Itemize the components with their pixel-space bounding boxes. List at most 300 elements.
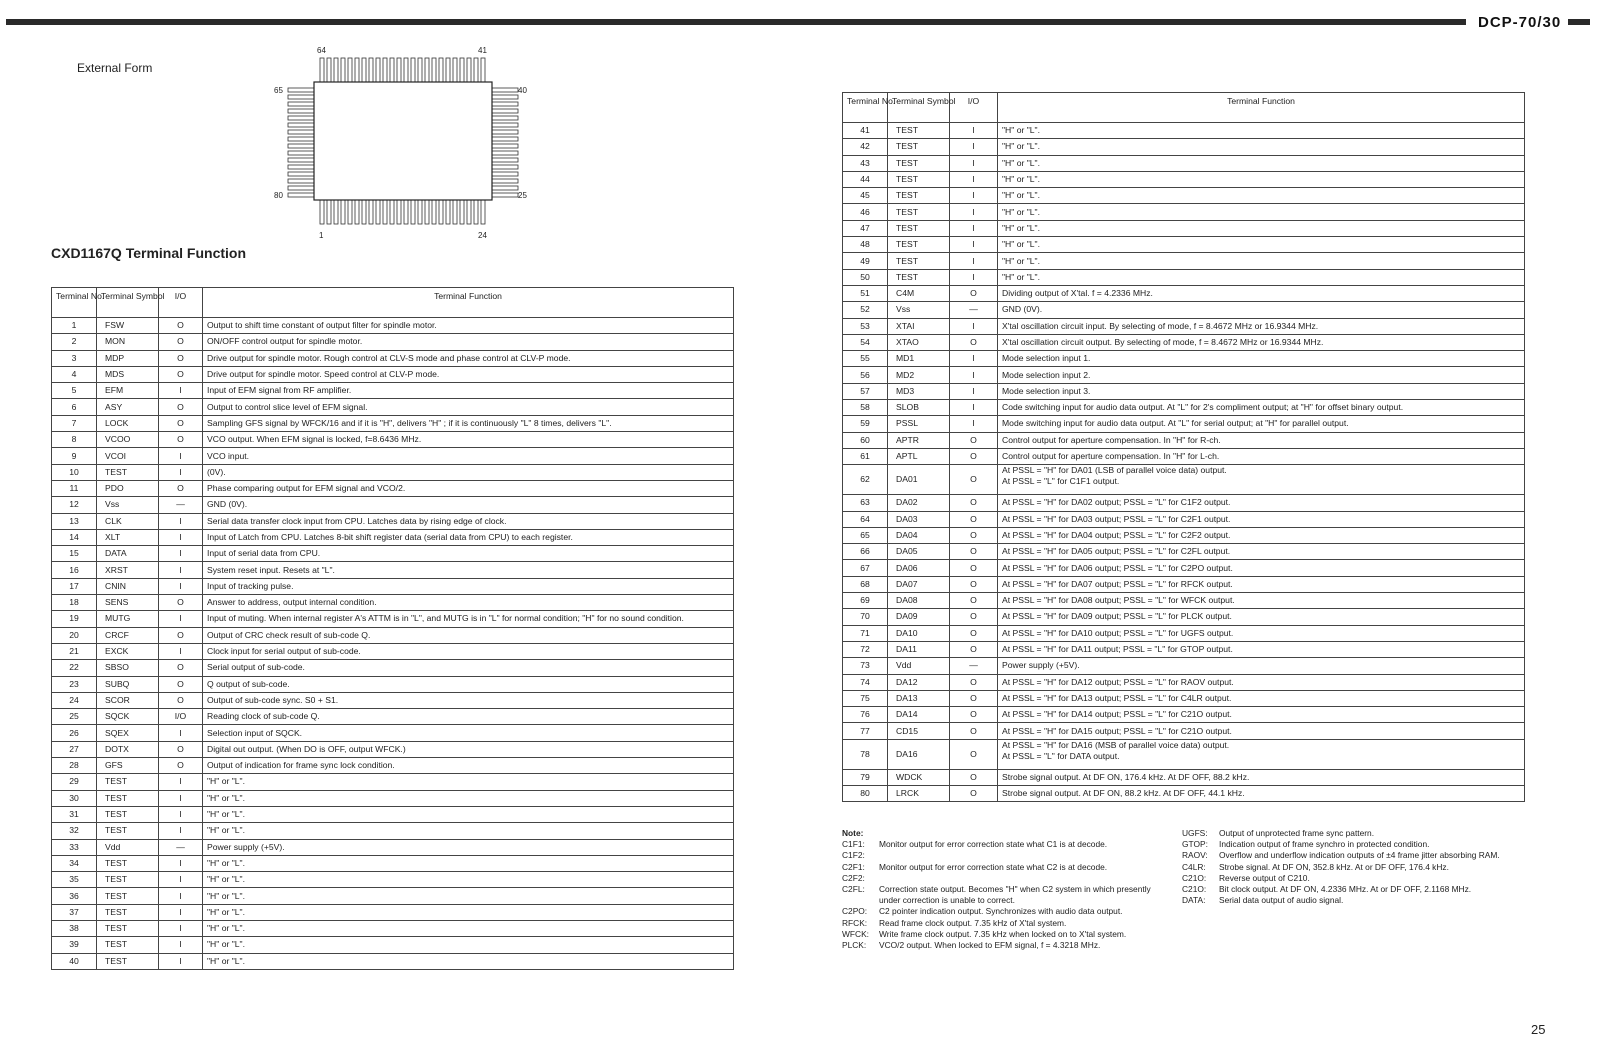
- terminal-function: At PSSL = "H" for DA01 (LSB of parallel voice data) output. At PSSL = "L" for C1F1 output.: [998, 465, 1525, 495]
- chip-pin: [288, 158, 314, 162]
- terminal-symbol: MDP: [97, 350, 159, 366]
- table-row: [52, 806, 734, 822]
- note-item: [1182, 895, 1512, 906]
- table-row: [52, 480, 734, 496]
- terminal-no: 18: [52, 595, 97, 611]
- terminal-function: Output to control slice level of EFM signal.: [203, 399, 734, 415]
- chip-pin: [288, 165, 314, 169]
- terminal-no: 69: [843, 593, 888, 609]
- terminal-symbol: VCOI: [97, 448, 159, 464]
- terminal-no: 4: [52, 366, 97, 382]
- table-row: [52, 366, 734, 382]
- terminal-no: 16: [52, 562, 97, 578]
- terminal-io: O: [159, 432, 203, 448]
- terminal-no: 26: [52, 725, 97, 741]
- terminal-io: I: [159, 872, 203, 888]
- chip-pin: [348, 58, 352, 82]
- header-terminal-symbol: Terminal Symbol: [888, 93, 950, 123]
- terminal-function: "H" or "L".: [998, 139, 1525, 155]
- table-row: [52, 415, 734, 431]
- terminal-no: 33: [52, 839, 97, 855]
- note-key: PLCK:: [842, 940, 867, 951]
- terminal-no: 13: [52, 513, 97, 529]
- terminal-no: 44: [843, 171, 888, 187]
- chip-pin: [362, 200, 366, 224]
- note-item: [842, 884, 1172, 906]
- terminal-no: 21: [52, 643, 97, 659]
- chip-pin: [397, 200, 401, 224]
- terminal-function: "H" or "L".: [203, 823, 734, 839]
- terminal-function: At PSSL = "H" for DA15 output; PSSL = "L" for C21O output.: [998, 723, 1525, 739]
- table-row: [52, 497, 734, 513]
- terminal-symbol: TEST: [888, 253, 950, 269]
- terminal-symbol: TEST: [97, 774, 159, 790]
- table-row: [843, 576, 1525, 592]
- terminal-symbol: MUTG: [97, 611, 159, 627]
- chip-pin: [492, 158, 518, 162]
- terminal-no: 45: [843, 188, 888, 204]
- terminal-io: I: [159, 904, 203, 920]
- terminal-symbol: TEST: [888, 204, 950, 220]
- terminal-symbol: MD3: [888, 383, 950, 399]
- terminal-no: 48: [843, 237, 888, 253]
- terminal-function: Power supply (+5V).: [203, 839, 734, 855]
- terminal-symbol: TEST: [97, 872, 159, 888]
- terminal-symbol: XLT: [97, 529, 159, 545]
- terminal-io: O: [950, 560, 998, 576]
- chip-pin: [492, 165, 518, 169]
- terminal-function: At PSSL = "H" for DA06 output; PSSL = "L" for C2PO output.: [998, 560, 1525, 576]
- terminal-no: 68: [843, 576, 888, 592]
- terminal-io: I: [950, 188, 998, 204]
- terminal-io: O: [950, 495, 998, 511]
- table-row: [843, 465, 1525, 495]
- table-row: [52, 888, 734, 904]
- terminal-no: 74: [843, 674, 888, 690]
- terminal-function: At PSSL = "H" for DA03 output; PSSL = "L" for C2F1 output.: [998, 511, 1525, 527]
- chip-pin: [383, 58, 387, 82]
- table-row: [843, 318, 1525, 334]
- terminal-no: 1: [52, 318, 97, 334]
- table-row: [843, 511, 1525, 527]
- terminal-symbol: WDCK: [888, 769, 950, 785]
- terminal-symbol: TEST: [97, 920, 159, 936]
- header-rule: [6, 19, 1466, 25]
- terminal-no: 32: [52, 823, 97, 839]
- terminal-io: O: [159, 758, 203, 774]
- chip-pin: [492, 102, 518, 106]
- chip-pin: [369, 58, 373, 82]
- terminal-io: O: [159, 366, 203, 382]
- terminal-function: System reset input. Resets at "L".: [203, 562, 734, 578]
- terminal-io: O: [159, 399, 203, 415]
- chip-pin: [492, 151, 518, 155]
- table-row: [52, 595, 734, 611]
- terminal-io: O: [159, 692, 203, 708]
- qfp-chip-drawing: [276, 46, 546, 246]
- terminal-symbol: SENS: [97, 595, 159, 611]
- terminal-function: At PSSL = "H" for DA02 output; PSSL = "L" for C1F2 output.: [998, 495, 1525, 511]
- terminal-function: "H" or "L".: [998, 155, 1525, 171]
- terminal-io: O: [950, 609, 998, 625]
- terminal-no: 60: [843, 432, 888, 448]
- table-row: [843, 707, 1525, 723]
- terminal-function: "H" or "L".: [203, 888, 734, 904]
- terminal-function: Output of sub-code sync. S0 + S1.: [203, 692, 734, 708]
- terminal-no: 9: [52, 448, 97, 464]
- terminal-symbol: DA05: [888, 544, 950, 560]
- terminal-io: I: [159, 562, 203, 578]
- table-row: [843, 448, 1525, 464]
- terminal-no: 49: [843, 253, 888, 269]
- terminal-table-right: [842, 92, 1525, 802]
- terminal-no: 11: [52, 480, 97, 496]
- terminal-no: 66: [843, 544, 888, 560]
- note-key: C21O:: [1182, 872, 1207, 883]
- table-row: [843, 416, 1525, 432]
- table-row: [843, 302, 1525, 318]
- chip-pin: [390, 58, 394, 82]
- terminal-symbol: DA08: [888, 593, 950, 609]
- table-row: [52, 350, 734, 366]
- terminal-function: "H" or "L".: [203, 953, 734, 969]
- terminal-no: 59: [843, 416, 888, 432]
- terminal-io: O: [950, 544, 998, 560]
- terminal-io: O: [159, 660, 203, 676]
- table-row: [52, 611, 734, 627]
- chip-pin: [397, 58, 401, 82]
- note-item: [842, 839, 1172, 850]
- terminal-function: At PSSL = "H" for DA09 output; PSSL = "L" for PLCK output.: [998, 609, 1525, 625]
- model-title: DCP-70/30: [1478, 14, 1562, 31]
- terminal-function: Q output of sub-code.: [203, 676, 734, 692]
- chip-pin: [288, 123, 314, 127]
- note-item: [842, 873, 1172, 884]
- terminal-no: 53: [843, 318, 888, 334]
- chip-pin: [288, 137, 314, 141]
- table-row: [52, 448, 734, 464]
- terminal-function: Mode selection input 2.: [998, 367, 1525, 383]
- terminal-io: O: [950, 625, 998, 641]
- terminal-io: O: [950, 465, 998, 495]
- pin-label: 41: [478, 46, 487, 55]
- terminal-symbol: CD15: [888, 723, 950, 739]
- terminal-no: 22: [52, 660, 97, 676]
- terminal-function: Input of EFM signal from RF amplifier.: [203, 383, 734, 399]
- terminal-function: Control output for aperture compensation. In "H" for L-ch.: [998, 448, 1525, 464]
- terminal-no: 64: [843, 511, 888, 527]
- table-row: [843, 400, 1525, 416]
- chip-pin: [425, 200, 429, 224]
- terminal-symbol: TEST: [888, 237, 950, 253]
- terminal-function: Serial data transfer clock input from CPU. Latches data by rising edge of clock.: [203, 513, 734, 529]
- terminal-function: "H" or "L".: [203, 920, 734, 936]
- terminal-function: Code switching input for audio data output. At "L" for 2's compliment output; at "H" for offset binary output.: [998, 400, 1525, 416]
- table-row: [52, 546, 734, 562]
- terminal-io: I: [159, 529, 203, 545]
- pin-label: 40: [518, 86, 527, 95]
- terminal-io: O: [950, 511, 998, 527]
- terminal-symbol: TEST: [888, 188, 950, 204]
- chip-pin: [492, 123, 518, 127]
- chip-pin: [492, 130, 518, 134]
- terminal-no: 2: [52, 334, 97, 350]
- table-row: [52, 855, 734, 871]
- terminal-symbol: DOTX: [97, 741, 159, 757]
- terminal-io: I: [159, 578, 203, 594]
- note-item: [842, 940, 1172, 951]
- note-item: [842, 862, 1172, 873]
- table-row: [843, 641, 1525, 657]
- terminal-function: Sampling GFS signal by WFCK/16 and if it is "H", delivers "H" ; if it is continuously "L" 8 times, delivers "L".: [203, 415, 734, 431]
- terminal-io: O: [950, 723, 998, 739]
- terminal-function: (0V).: [203, 464, 734, 480]
- terminal-function: Clock input for serial output of sub-code.: [203, 643, 734, 659]
- terminal-io: I: [159, 611, 203, 627]
- terminal-no: 7: [52, 415, 97, 431]
- chip-pin: [474, 58, 478, 82]
- note-text: Bit clock output. At DF ON, 4.2336 MHz. At or DF OFF, 2.1168 MHz.: [1219, 884, 1472, 895]
- chip-pin: [492, 172, 518, 176]
- terminal-symbol: CLK: [97, 513, 159, 529]
- terminal-function: "H" or "L".: [203, 774, 734, 790]
- terminal-no: 72: [843, 641, 888, 657]
- terminal-io: I: [159, 790, 203, 806]
- terminal-no: 52: [843, 302, 888, 318]
- terminal-io: I: [159, 806, 203, 822]
- terminal-symbol: DA03: [888, 511, 950, 527]
- note-item: [1182, 884, 1512, 895]
- table-row: [843, 285, 1525, 301]
- terminal-no: 80: [843, 785, 888, 801]
- terminal-io: I: [950, 123, 998, 139]
- chip-pin: [288, 102, 314, 106]
- terminal-function: At PSSL = "H" for DA10 output; PSSL = "L" for UGFS output.: [998, 625, 1525, 641]
- terminal-function: Drive output for spindle motor. Speed control at CLV-P mode.: [203, 366, 734, 382]
- terminal-symbol: DA13: [888, 690, 950, 706]
- table-row: [52, 937, 734, 953]
- terminal-symbol: TEST: [97, 937, 159, 953]
- header-terminal-symbol: Terminal Symbol: [97, 288, 159, 318]
- terminal-no: 43: [843, 155, 888, 171]
- terminal-io: O: [159, 595, 203, 611]
- terminal-function: Input of tracking pulse.: [203, 578, 734, 594]
- chip-pin: [460, 200, 464, 224]
- terminal-no: 58: [843, 400, 888, 416]
- terminal-symbol: LRCK: [888, 785, 950, 801]
- terminal-function: Answer to address, output internal condition.: [203, 595, 734, 611]
- table-row: [843, 690, 1525, 706]
- terminal-symbol: DA04: [888, 527, 950, 543]
- terminal-function: Digital out output. (When DO is OFF, output WFCK.): [203, 741, 734, 757]
- terminal-function: "H" or "L".: [203, 806, 734, 822]
- terminal-function: At PSSL = "H" for DA11 output; PSSL = "L" for GTOP output.: [998, 641, 1525, 657]
- chip-pin: [446, 200, 450, 224]
- terminal-function: Output of CRC check result of sub-code Q.: [203, 627, 734, 643]
- terminal-io: O: [950, 448, 998, 464]
- terminal-symbol: TEST: [97, 790, 159, 806]
- terminal-no: 25: [52, 709, 97, 725]
- chip-pin: [341, 200, 345, 224]
- terminal-io: O: [159, 676, 203, 692]
- chip-pin: [453, 58, 457, 82]
- note-key: C2PO:: [842, 906, 868, 917]
- terminal-io: I: [159, 855, 203, 871]
- notes-right: [1182, 828, 1512, 906]
- terminal-symbol: TEST: [97, 806, 159, 822]
- terminal-function: GND (0V).: [998, 302, 1525, 318]
- table-row: [843, 609, 1525, 625]
- terminal-no: 8: [52, 432, 97, 448]
- terminal-no: 15: [52, 546, 97, 562]
- header-io: I/O: [159, 288, 203, 318]
- terminal-no: 78: [843, 739, 888, 769]
- terminal-io: I: [159, 920, 203, 936]
- table-row: [843, 593, 1525, 609]
- note-item: [842, 906, 1172, 917]
- terminal-io: I: [159, 774, 203, 790]
- terminal-function: At PSSL = "H" for DA12 output; PSSL = "L" for RAOV output.: [998, 674, 1525, 690]
- chip-pin: [432, 58, 436, 82]
- chip-pin: [341, 58, 345, 82]
- terminal-io: I: [950, 155, 998, 171]
- chip-pin: [404, 58, 408, 82]
- terminal-symbol: TEST: [888, 123, 950, 139]
- table-row: [52, 709, 734, 725]
- terminal-io: O: [159, 318, 203, 334]
- terminal-symbol: XTAO: [888, 334, 950, 350]
- terminal-function: Control output for aperture compensation. In "H" for R-ch.: [998, 432, 1525, 448]
- table-row: [52, 464, 734, 480]
- terminal-no: 35: [52, 872, 97, 888]
- terminal-symbol: DA09: [888, 609, 950, 625]
- table-row: [52, 790, 734, 806]
- table-row: [52, 904, 734, 920]
- terminal-no: 5: [52, 383, 97, 399]
- terminal-symbol: TEST: [888, 155, 950, 171]
- terminal-function: VCO output. When EFM signal is locked, f=8.6436 MHz.: [203, 432, 734, 448]
- notes-left: [842, 828, 1172, 951]
- table-row: [52, 660, 734, 676]
- terminal-function: X'tal oscillation circuit input. By selecting of mode, f = 8.4672 MHz or 16.9344 MHz.: [998, 318, 1525, 334]
- terminal-symbol: CRCF: [97, 627, 159, 643]
- pin-label: 80: [274, 191, 283, 200]
- terminal-no: 42: [843, 139, 888, 155]
- chip-pin: [439, 200, 443, 224]
- header-terminal-no: Terminal No.: [843, 93, 888, 123]
- chip-pin: [288, 130, 314, 134]
- table-row: [52, 643, 734, 659]
- note-text: Correction state output. Becomes "H" when C2 system in which presently under correction is unable to correct.: [879, 884, 1151, 906]
- chip-pin: [425, 58, 429, 82]
- terminal-no: 23: [52, 676, 97, 692]
- terminal-function: "H" or "L".: [998, 204, 1525, 220]
- chip-pin: [492, 144, 518, 148]
- terminal-no: 40: [52, 953, 97, 969]
- terminal-io: I: [159, 823, 203, 839]
- terminal-io: —: [950, 302, 998, 318]
- terminal-function: At PSSL = "H" for DA07 output; PSSL = "L" for RFCK output.: [998, 576, 1525, 592]
- terminal-no: 28: [52, 758, 97, 774]
- terminal-io: I: [159, 643, 203, 659]
- terminal-symbol: DA02: [888, 495, 950, 511]
- terminal-io: O: [159, 627, 203, 643]
- terminal-io: I: [159, 383, 203, 399]
- table-row: [843, 723, 1525, 739]
- terminal-no: 38: [52, 920, 97, 936]
- note-key: C1F1:: [842, 839, 865, 850]
- header-terminal-function: Terminal Function: [203, 288, 734, 318]
- terminal-no: 24: [52, 692, 97, 708]
- terminal-no: 50: [843, 269, 888, 285]
- chip-pin: [376, 200, 380, 224]
- terminal-no: 57: [843, 383, 888, 399]
- terminal-io: I: [159, 725, 203, 741]
- chip-pin: [467, 200, 471, 224]
- terminal-function: Selection input of SQCK.: [203, 725, 734, 741]
- terminal-function: VCO input.: [203, 448, 734, 464]
- terminal-io: O: [159, 480, 203, 496]
- terminal-symbol: DA14: [888, 707, 950, 723]
- note-text: Monitor output for error correction state what C2 is at decode.: [879, 861, 1108, 872]
- terminal-symbol: MDS: [97, 366, 159, 382]
- table-row: [52, 562, 734, 578]
- table-row: [843, 769, 1525, 785]
- section-title: CXD1167Q Terminal Function: [51, 245, 247, 261]
- chip-pin: [327, 58, 331, 82]
- terminal-io: O: [950, 739, 998, 769]
- terminal-function: "H" or "L".: [998, 171, 1525, 187]
- terminal-no: 17: [52, 578, 97, 594]
- terminal-function: Reading clock of sub-code Q.: [203, 709, 734, 725]
- table-row: [52, 432, 734, 448]
- table-row: [843, 220, 1525, 236]
- table-row: [843, 560, 1525, 576]
- note-text: Read frame clock output. 7.35 kHz of X'tal system.: [879, 917, 1067, 928]
- terminal-io: O: [950, 527, 998, 543]
- terminal-io: O: [950, 285, 998, 301]
- terminal-io: O: [159, 415, 203, 431]
- terminal-symbol: APTL: [888, 448, 950, 464]
- table-row: [52, 774, 734, 790]
- table-row: [843, 625, 1525, 641]
- terminal-symbol: DA01: [888, 465, 950, 495]
- chip-pin: [418, 200, 422, 224]
- terminal-function: Strobe signal output. At DF ON, 88.2 kHz. At DF OFF, 44.1 kHz.: [998, 785, 1525, 801]
- note-text: Write frame clock output. 7.35 kHz when locked on to X'tal system.: [879, 928, 1127, 939]
- terminal-io: I: [950, 220, 998, 236]
- terminal-no: 19: [52, 611, 97, 627]
- terminal-symbol: DATA: [97, 546, 159, 562]
- terminal-symbol: TEST: [97, 904, 159, 920]
- page-number: 25: [1531, 1022, 1546, 1037]
- terminal-io: —: [950, 658, 998, 674]
- note-key: WFCK:: [842, 928, 869, 939]
- header-io: I/O: [950, 93, 998, 123]
- chip-pin: [411, 200, 415, 224]
- terminal-symbol: TEST: [97, 823, 159, 839]
- terminal-symbol: TEST: [97, 953, 159, 969]
- terminal-function: At PSSL = "H" for DA16 (MSB of parallel voice data) output. At PSSL = "L" for DATA output.: [998, 739, 1525, 769]
- terminal-no: 56: [843, 367, 888, 383]
- terminal-function: "H" or "L".: [203, 872, 734, 888]
- terminal-no: 54: [843, 334, 888, 350]
- note-key: DATA:: [1182, 895, 1206, 906]
- terminal-no: 14: [52, 529, 97, 545]
- note-text: Strobe signal. At DF ON, 352.8 kHz. At or DF OFF, 176.4 kHz.: [1219, 861, 1449, 872]
- chip-pin: [446, 58, 450, 82]
- terminal-no: 70: [843, 609, 888, 625]
